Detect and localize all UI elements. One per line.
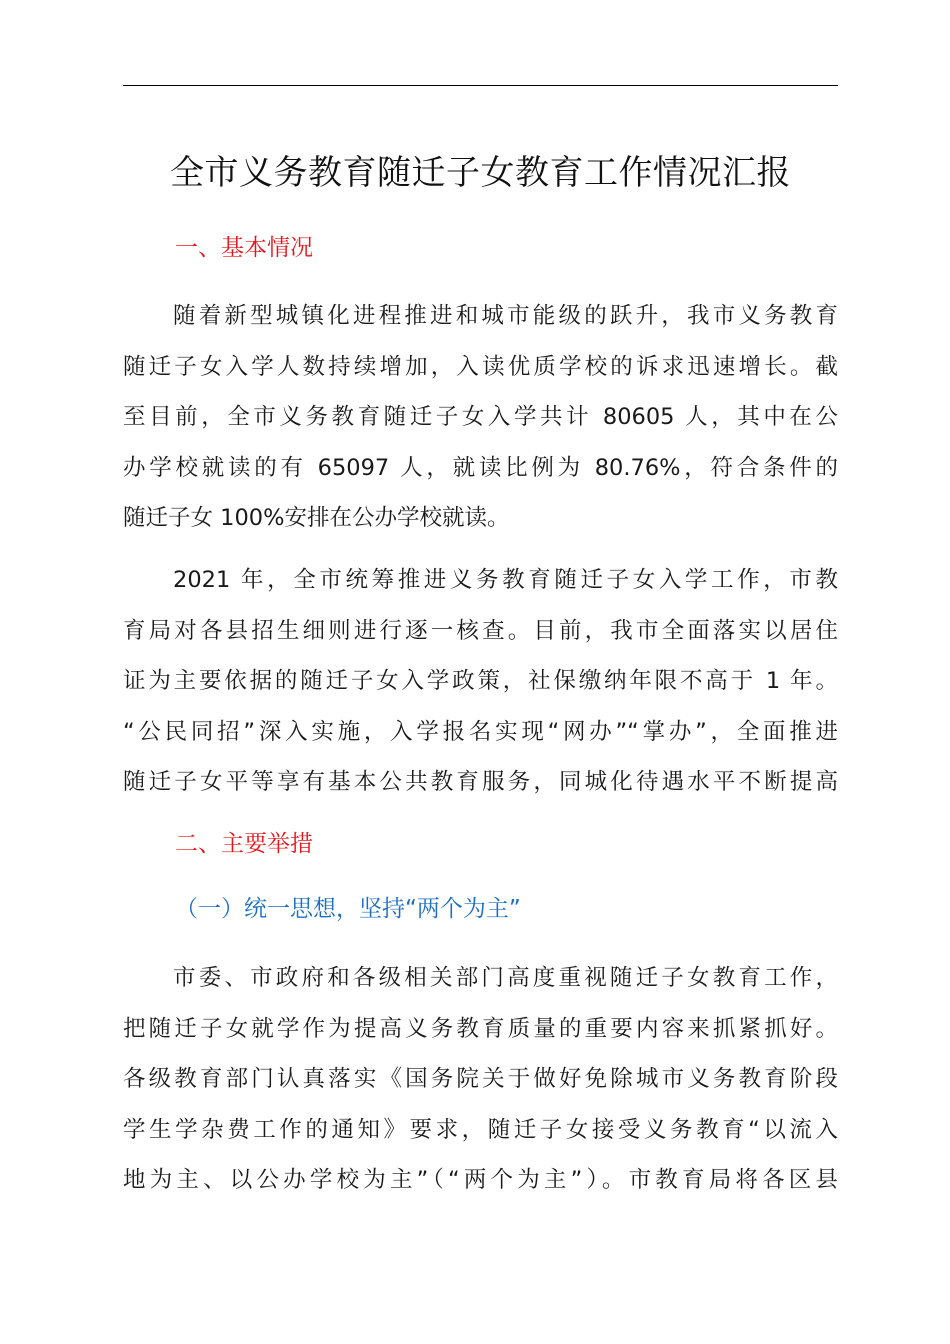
paragraph-line: 办学校就读的有 65097 人，就读比例为 80.76%，符合条件的: [123, 454, 838, 481]
paragraph-enrollment-stats: [123, 291, 838, 544]
section-heading-main-measures: 二、主要举措: [175, 831, 313, 857]
subsection-heading-two-mains: （一）统一思想，坚持“两个为主”: [175, 896, 521, 922]
paragraph-line: 市委、市政府和各级相关部门高度重视随迁子女教育工作，: [173, 965, 838, 991]
paragraph-line: “公民同招”深入实施，入学报名实现“网办”“掌办”，全面推进: [123, 718, 838, 745]
paragraph-line: 把随迁子女就学作为提高义务教育质量的重要内容来抓紧抓好。: [123, 1015, 838, 1042]
header-rule: [123, 85, 838, 86]
paragraph-line: 育局对各县招生细则进行逐一核查。目前，我市全面落实以居住: [123, 617, 838, 644]
paragraph-line: 随着新型城镇化进程推进和城市能级的跃升，我市义务教育: [173, 303, 838, 329]
paragraph-unified-thinking: [123, 953, 838, 1206]
paragraph-line: 2021 年，全市统筹推进义务教育随迁子女入学工作，市教: [173, 567, 838, 593]
paragraph-line: 地为主、以公办学校为主”（“两个为主”）。市教育局将各区县: [123, 1167, 838, 1193]
paragraph-line: 随迁子女 100%安排在公办学校就读。: [123, 505, 510, 531]
paragraph-line: 随迁子女入学人数持续增加，入读优质学校的诉求迅速增长。截: [123, 353, 838, 380]
section-heading-basic-situation: 一、基本情况: [175, 235, 313, 261]
paragraph-line: 证为主要依据的随迁子女入学政策，社保缴纳年限不高于 1 年。: [123, 668, 838, 694]
paragraph-line: 学生学杂费工作的通知》要求，随迁子女接受义务教育“以流入: [123, 1116, 838, 1143]
document-title: 全市义务教育随迁子女教育工作情况汇报: [170, 153, 791, 193]
paragraph-line: 至目前，全市义务教育随迁子女入学共计 80605 人，其中在公: [123, 404, 838, 430]
paragraph-line: 随迁子女平等享有基本公共教育服务，同城化待遇水平不断提高: [123, 769, 838, 795]
paragraph-line: 各级教育部门认真落实《国务院关于做好免除城市义务教育阶段: [123, 1066, 838, 1092]
paragraph-2021-policy: [123, 555, 838, 808]
